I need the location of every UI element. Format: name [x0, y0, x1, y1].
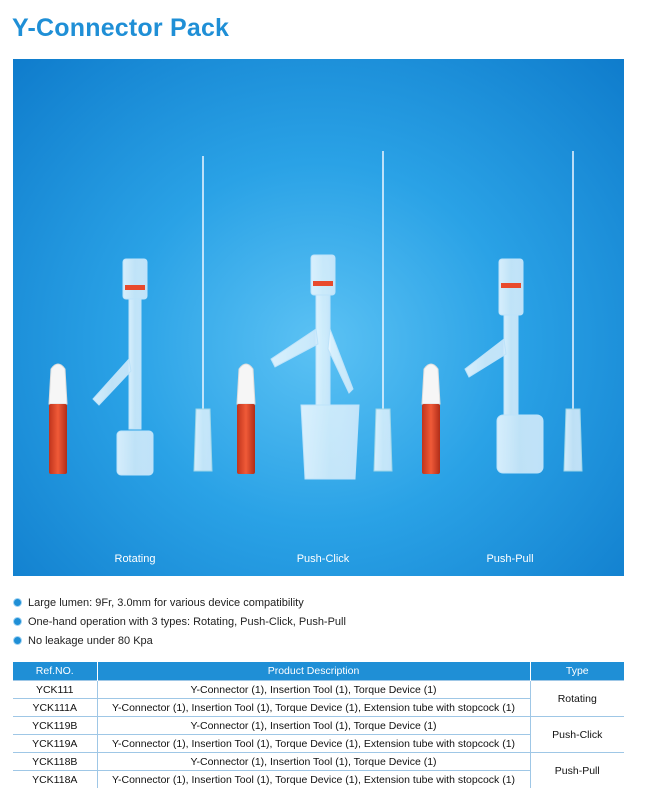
bullet-icon	[13, 598, 22, 607]
feature-item	[13, 612, 346, 631]
ref-cell: YCK119B	[13, 717, 97, 735]
product-illustration	[13, 59, 624, 576]
push-pull-set	[422, 151, 582, 474]
description-cell: Y-Connector (1), Insertion Tool (1), Torque Device (1)	[97, 753, 530, 771]
feature-text: Large lumen: 9Fr, 3.0mm for various device compatibility	[28, 596, 304, 609]
feature-text: One-hand operation with 3 types: Rotating, Push-Click, Push-Pull	[28, 615, 346, 628]
type-cell: Push-Click	[530, 717, 624, 753]
table-row	[13, 753, 624, 771]
type-cell: Push-Pull	[530, 753, 624, 789]
caption-rotating: Rotating	[114, 553, 156, 565]
description-cell: Y-Connector (1), Insertion Tool (1), Torque Device (1)	[97, 717, 530, 735]
description-cell: Y-Connector (1), Insertion Tool (1), Torque Device (1), Extension tube with stopcock (1)	[97, 699, 530, 717]
description-cell: Y-Connector (1), Insertion Tool (1), Torque Device (1), Extension tube with stopcock (1)	[97, 771, 530, 789]
bullet-icon	[13, 636, 22, 645]
bullet-icon	[13, 617, 22, 626]
caption-push-click: Push-Click	[296, 553, 350, 565]
ref-cell: YCK118A	[13, 771, 97, 789]
ref-cell: YCK119A	[13, 735, 97, 753]
feature-text: No leakage under 80 Kpa	[28, 634, 153, 647]
ref-cell: YCK118B	[13, 753, 97, 771]
header-type: Type	[530, 662, 624, 681]
feature-item	[13, 593, 346, 612]
ref-cell: YCK111A	[13, 699, 97, 717]
feature-list	[13, 593, 346, 650]
table-header-row	[13, 662, 624, 681]
rotating-set	[49, 156, 212, 475]
ref-cell: YCK111	[13, 681, 97, 699]
page-title: Y-Connector Pack	[12, 14, 230, 42]
header-ref: Ref.NO.	[13, 662, 97, 681]
product-photo	[13, 59, 624, 576]
table-row	[13, 717, 624, 735]
product-table	[13, 662, 624, 788]
header-description: Product Description	[97, 662, 530, 681]
table-row	[13, 681, 624, 699]
type-cell: Rotating	[530, 681, 624, 717]
description-cell: Y-Connector (1), Insertion Tool (1), Torque Device (1), Extension tube with stopcock (1)	[97, 735, 530, 753]
push-click-set	[237, 151, 392, 479]
description-cell: Y-Connector (1), Insertion Tool (1), Torque Device (1)	[97, 681, 530, 699]
caption-push-pull: Push-Pull	[486, 553, 534, 565]
feature-item	[13, 631, 346, 650]
